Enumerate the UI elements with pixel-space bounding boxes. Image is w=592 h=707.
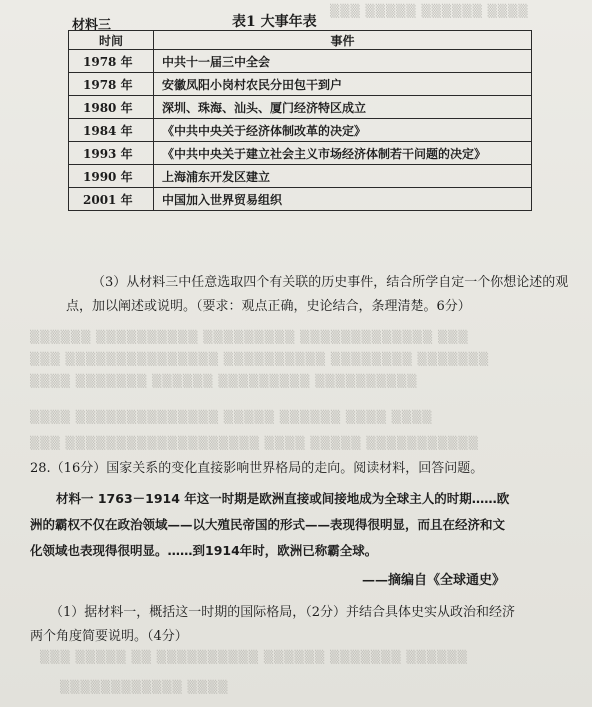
row-year: 1978 年	[69, 50, 154, 73]
row-event: 中共十一届三中全会	[154, 50, 532, 73]
material-1-line-1: 材料一 1763－1914 年这一时期是欧洲直接或间接地成为全球主人的时期……欧	[56, 491, 510, 506]
question-3-line-2: 点，加以阐述或说明。（要求：观点正确，史论结合，条理清楚。6分）	[66, 299, 471, 314]
events-table	[68, 30, 532, 211]
row-event: 《中共中央关于经济体制改革的决定》	[154, 119, 532, 142]
table-header-row	[69, 31, 532, 50]
question-28-sub-1-line-1: （1）据材料一，概括这一时期的国际格局，（2分）并结合具体史实从政治和经济	[50, 605, 516, 620]
table-title: 表1 大事年表	[232, 14, 317, 30]
row-event: 深圳、珠海、汕头、厦门经济特区成立	[154, 96, 532, 119]
row-year: 1984 年	[69, 119, 154, 142]
bleed-through-texture: ▒▒▒ ▒▒▒▒▒ ▒▒▒▒▒▒ ▒▒▒▒	[330, 4, 529, 18]
row-event: 上海浦东开发区建立	[154, 165, 532, 188]
material-1-source: ——摘编自《全球通史》	[362, 573, 506, 588]
bleed-through-texture: ▒▒▒▒ ▒▒▒▒▒▒▒ ▒▒▒▒▒▒ ▒▒▒▒▒▒▒▒▒ ▒▒▒▒▒▒▒▒▒▒	[30, 374, 418, 388]
row-event: 中国加入世界贸易组织	[154, 188, 532, 211]
table-row	[69, 165, 532, 188]
bleed-through-texture: ▒▒▒ ▒▒▒▒▒ ▒▒ ▒▒▒▒▒▒▒▒▒▒ ▒▒▒▒▒▒ ▒▒▒▒▒▒▒ ▒▒▒▒▒▒	[40, 650, 468, 664]
row-year: 1978 年	[69, 73, 154, 96]
bleed-through-texture: ▒▒▒▒▒▒▒▒▒▒▒▒ ▒▒▒▒	[60, 680, 229, 694]
question-28-intro: 28.（16分）国家关系的变化直接影响世界格局的走向。阅读材料，回答问题。	[30, 461, 484, 476]
table-row	[69, 119, 532, 142]
table-row	[69, 96, 532, 119]
row-event: 《中共中央关于建立社会主义市场经济体制若干问题的决定》	[154, 142, 532, 165]
header-time: 时间	[69, 31, 154, 50]
table-row	[69, 50, 532, 73]
bleed-through-texture: ▒▒▒▒▒▒ ▒▒▒▒▒▒▒▒▒▒ ▒▒▒▒▒▒▒▒▒ ▒▒▒▒▒▒▒▒▒▒▒▒▒ ▒▒▒	[30, 330, 469, 344]
row-year: 1990 年	[69, 165, 154, 188]
material-3-label: 材料三	[72, 18, 112, 33]
bleed-through-texture: ▒▒▒ ▒▒▒▒▒▒▒▒▒▒▒▒▒▒▒▒▒▒▒ ▒▒▒▒ ▒▒▒▒▒ ▒▒▒▒▒▒▒▒▒▒▒	[30, 436, 479, 450]
question-28-sub-1-line-2: 两个角度简要说明。（4分）	[30, 629, 188, 644]
row-year: 2001 年	[69, 188, 154, 211]
table-row	[69, 73, 532, 96]
table-row	[69, 142, 532, 165]
question-3-line-1: （3）从材料三中任意选取四个有关联的历史事件，结合所学自定一个你想论述的观	[92, 275, 569, 290]
table-row	[69, 188, 532, 211]
header-event: 事件	[154, 31, 532, 50]
bleed-through-texture: ▒▒▒ ▒▒▒▒▒▒▒▒▒▒▒▒▒▒▒ ▒▒▒▒▒▒▒▒▒▒ ▒▒▒▒▒▒▒▒ ▒▒▒▒▒▒▒	[30, 352, 490, 366]
row-event: 安徽凤阳小岗村农民分田包干到户	[154, 73, 532, 96]
material-1-line-3: 化领域也表现得很明显。……到1914年时，欧洲已称霸全球。	[30, 543, 378, 558]
material-1-line-2: 洲的霸权不仅在政治领域——以大殖民帝国的形式——表现得很明显，而且在经济和文	[30, 517, 506, 532]
row-year: 1980 年	[69, 96, 154, 119]
bleed-through-texture: ▒▒▒▒ ▒▒▒▒▒▒▒▒▒▒▒▒▒▒ ▒▒▒▒▒ ▒▒▒▒▒▒ ▒▒▒▒ ▒▒▒▒	[30, 410, 433, 424]
row-year: 1993 年	[69, 142, 154, 165]
